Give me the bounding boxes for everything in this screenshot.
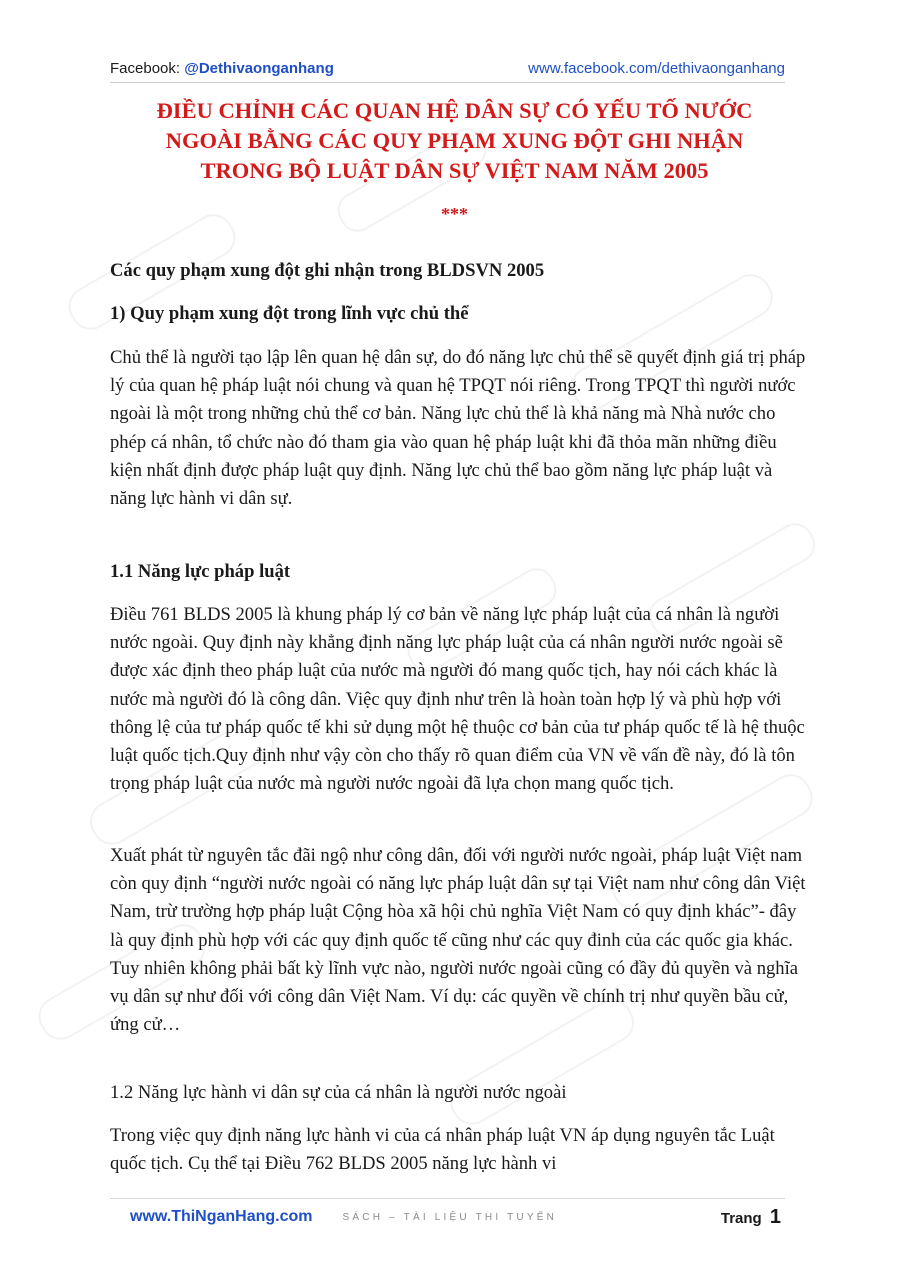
- facebook-label: Facebook:: [110, 59, 181, 77]
- section-heading-1-1-block: [110, 558, 806, 586]
- paragraph: Trong việc quy định năng lực hành vi của cá nhân pháp luật VN áp dụng nguyên tắc Luật quốc tịch. Cụ thể tại Điều 762 BLDS 2005 năng lực hành vi: [110, 1125, 775, 1175]
- title-line-1: ĐIỀU CHỈNH CÁC QUAN HỆ DÂN SỰ CÓ YẾU TỐ NƯỚC: [156, 98, 753, 123]
- subheading-1-2-block: [110, 1079, 806, 1107]
- paragraph: Điều 761 BLDS 2005 là khung pháp lý cơ bản về năng lực pháp luật của cá nhân là người nước ngoài. Quy định này khẳng định năng lực pháp luật của cá nhân người nước ngoài sẽ được xác định theo pháp luật của nước mà người đó mang quốc tịch, hay nói cách khác là nước mà người đó là công dân. Việc quy định như trên là hoàn toàn hợp lý và phù hợp với thông lệ của tư pháp quốc tế khi sử dụng một hệ thuộc cơ bản của tư pháp quốc tế là hệ thuộc luật quốc tịch.Quy định như vậy còn cho thấy rõ quan điểm của VN về vấn đề này, đó là tôn trọng pháp luật của nước mà người nước ngoài đã lựa chọn mang quốc tịch.: [110, 604, 805, 795]
- section-heading-1: 1) Quy phạm xung đột trong lĩnh vực chủ thể: [110, 303, 469, 324]
- paragraph-3-block: [110, 842, 806, 1039]
- footer-tagline: SÁCH – TÀI LIỆU THI TUYỂN: [342, 1211, 558, 1223]
- paragraph: Xuất phát từ nguyên tắc đãi ngộ như công dân, đối với người nước ngoài, pháp luật Việt nam còn quy định “người nước ngoài có năng lực pháp luật dân sự tại Việt nam như công dân Việt Nam, trừ trường hợp pháp luật Cộng hòa xã hội chủ nghĩa Việt Nam có quy định khác”- đây là quy định phù hợp với các quy định quốc tế cũng như các quy đinh của các quốc gia khác. Tuy nhiên không phải bất kỳ lĩnh vực nào, người nước ngoài cũng có đầy đủ quyền và nghĩa vụ dân sự như đối với công dân Việt Nam. Ví dụ: các quyền về chính trị như quyền bầu cử, ứng cử…: [110, 845, 806, 1036]
- header-divider: [110, 82, 785, 83]
- facebook-credit: [110, 60, 334, 77]
- title-line-2: NGOÀI BẰNG CÁC QUY PHẠM XUNG ĐỘT GHI NHẬN: [165, 128, 744, 153]
- section-heading-main-block: [110, 257, 806, 285]
- page-number: [721, 1206, 781, 1229]
- title-separator-stars: ***: [441, 204, 468, 224]
- paragraph-2-block: [110, 601, 806, 798]
- footer-divider: [110, 1198, 785, 1199]
- subheading-1-2: 1.2 Năng lực hành vi dân sự của cá nhân là người nước ngoài: [110, 1082, 567, 1103]
- page-footer: [130, 1204, 781, 1230]
- paragraph-4-block: [110, 1122, 806, 1178]
- page-label: Trang: [720, 1209, 762, 1227]
- page-header: [110, 56, 785, 80]
- paragraph-1-block: [110, 344, 806, 513]
- paragraph: Chủ thể là người tạo lập lên quan hệ dân sự, do đó năng lực chủ thể sẽ quyết định giá trị pháp lý của quan hệ pháp luật nói chung và quan hệ TPQT nói riêng. Trong TPQT thì người nước ngoài là một trong những chủ thể cơ bản. Năng lực chủ thể là khả năng mà Nhà nước cho phép cá nhân, tổ chức nào đó tham gia vào quan hệ pháp luật khi đã thỏa mãn những điều kiện nhất định được pháp luật quy định. Năng lực chủ thể bao gồm năng lực pháp luật và năng lực hành vi dân sự.: [110, 347, 806, 510]
- document-title: [120, 96, 789, 186]
- section-heading-1-1: 1.1 Năng lực pháp luật: [110, 561, 291, 582]
- title-line-3: TRONG BỘ LUẬT DÂN SỰ VIỆT NAM NĂM 2005: [200, 158, 709, 183]
- section-heading-1-block: [110, 300, 806, 328]
- footer-site-link[interactable]: www.ThiNganHang.com: [130, 1208, 313, 1225]
- facebook-handle[interactable]: @Dethivaonganhang: [184, 59, 334, 77]
- section-heading-main: Các quy phạm xung đột ghi nhận trong BLDSVN 2005: [110, 260, 545, 281]
- facebook-url-link[interactable]: www.facebook.com/dethivaonganhang: [528, 59, 785, 77]
- page-number-value: 1: [769, 1205, 781, 1228]
